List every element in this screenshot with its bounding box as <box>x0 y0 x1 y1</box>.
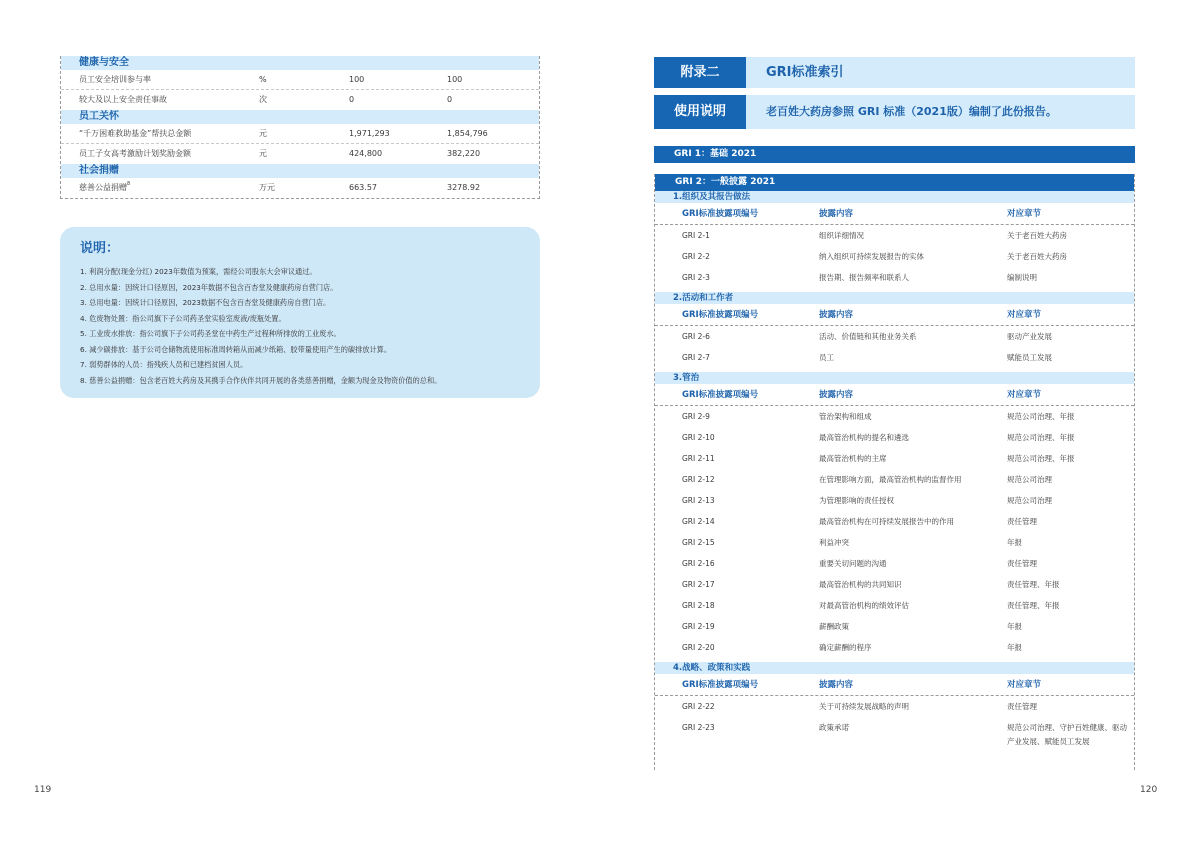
usage-text: 老百姓大药房参照 GRI 标准（2021版）编制了此份报告。 <box>766 105 1057 118</box>
note-item: 6. 减少碳排放：基于公司仓储物流使用标准周转箱从而减少纸箱、胶带量使用产生的碳排放计算。 <box>80 344 392 354</box>
table-row: GRI 2-23 政策承诺 规范公司治理、守护百姓健康、驱动产业发展、赋能员工发展 <box>682 723 1127 746</box>
table-row: GRI 2-16 重要关切问题的沟通 责任管理 <box>682 559 1037 568</box>
table-row: GRI 2-20 确定薪酬的程序 年报 <box>682 643 1022 652</box>
table-row: GRI 2-17 最高管治机构的共同知识 责任管理、年报 <box>682 580 1060 589</box>
note-item: 2. 总用水量：因统计口径原因，2023年数据不包含百杏堂及健康药房自营门店。 <box>80 282 338 292</box>
note-item: 8. 慈善公益捐赠：包含老百姓大药房及其携手合作伙伴共同开展的各类慈善捐赠，金额为现金及物资价值的总和。 <box>80 375 442 385</box>
page-number-right: 120 <box>1140 785 1158 795</box>
table-row: GRI 2-18 对最高管治机构的绩效评估 责任管理、年报 <box>682 601 1060 610</box>
note-item: 5. 工业废水排放：指公司旗下子公司药圣堂在中药生产过程种所排放的工业废水。 <box>80 329 341 338</box>
table-row: GRI 2-12 在管理影响方面，最高管治机构的监督作用 规范公司治理 <box>682 475 1052 484</box>
table-row: GRI 2-2 纳入组织可持续发展报告的实体 关于老百姓大药房 <box>682 252 1067 261</box>
appendix-tag: 附录二 <box>654 57 746 88</box>
notes-box <box>60 227 540 398</box>
table-row: GRI 2-15 利益冲突 年报 <box>682 538 1022 547</box>
esg-data-table <box>60 56 540 199</box>
column-header: GRI标准披露项编号 披露内容 对应章节 <box>655 304 1134 326</box>
footnote-mark: 8 <box>127 181 131 187</box>
section-employee-care: 员工关怀 <box>61 110 539 124</box>
gri2-bar: GRI 2：一般披露 2021 <box>655 174 1134 191</box>
group-title: 1.组织及其报告做法 <box>655 191 1134 203</box>
group-title: 2.活动和工作者 <box>655 292 1134 304</box>
group-title: 3.管治 <box>655 372 1134 384</box>
table-row: 慈善公益捐赠$^8$ 万元 663.57 3278.92 <box>79 181 481 192</box>
table-row: GRI 2-22 关于可持续发展战略的声明 责任管理 <box>682 702 1037 711</box>
note-item: 3. 总用电量：因统计口径原因，2023数据不包含百杏堂及健康药房自营门店。 <box>80 298 331 307</box>
column-header: GRI标准披露项编号 披露内容 对应章节 <box>655 384 1134 406</box>
table-row: GRI 2-19 薪酬政策 年报 <box>682 622 1022 631</box>
table-row: GRI 2-13 为管理影响的责任授权 规范公司治理 <box>682 496 1052 505</box>
table-row: GRI 2-3 报告期、报告频率和联系人 编制说明 <box>682 273 1037 282</box>
page-number-left: 119 <box>34 785 52 795</box>
appendix-title: GRI标准索引 <box>766 65 844 80</box>
column-header: GRI标准披露项编号 披露内容 对应章节 <box>655 203 1134 225</box>
table-row: GRI 2-9 管治架构和组成 规范公司治理、年报 <box>682 412 1075 421</box>
gri2-table <box>654 174 1135 770</box>
table-row: GRI 2-7 员工 赋能员工发展 <box>682 353 1052 362</box>
table-row: 员工安全培训参与率 % 100 100 <box>61 70 539 90</box>
appendix-header <box>654 57 1135 88</box>
table-row: GRI 2-6 活动、价值链和其他业务关系 驱动产业发展 <box>682 332 1052 341</box>
usage-tag: 使用说明 <box>654 95 746 129</box>
usage-header <box>654 95 1135 129</box>
note-item: 1. 利润分配(现金分红) 2023年数值为预案，需经公司股东大会审议通过。 <box>80 267 317 276</box>
section-health-safety: 健康与安全 <box>61 56 539 70</box>
section-donation: 社会捐赠 <box>61 164 539 178</box>
gri1-bar: GRI 1：基础 2021 <box>654 146 1135 163</box>
table-row: GRI 2-11 最高管治机构的主席 规范公司治理、年报 <box>682 454 1075 463</box>
note-item: 4. 危废物处置：指公司旗下子公司药圣堂实验室废液/废瓶处置。 <box>80 313 286 323</box>
table-row: GRI 2-14 最高管治机构在可持续发展报告中的作用 责任管理 <box>682 517 1037 526</box>
table-row: “千万困难救助基金”帮扶总金额 元 1,971,293 1,854,796 <box>61 124 539 144</box>
notes-title: 说明： <box>80 241 120 256</box>
group-title: 4.战略、政策和实践 <box>655 662 1134 674</box>
note-item: 7. 弱势群体的人员：指残疾人员和已建档贫困人员。 <box>80 360 248 369</box>
table-row: 较大及以上安全责任事故 次 0 0 <box>79 95 453 104</box>
table-row: 员工子女高考激励计划奖励金额 元 424,800 382,220 <box>79 149 481 158</box>
table-row: GRI 2-10 最高管治机构的提名和遴选 规范公司治理、年报 <box>682 433 1075 442</box>
column-header: GRI标准披露项编号 披露内容 对应章节 <box>655 674 1134 696</box>
row-label: 慈善公益捐赠 <box>79 183 127 192</box>
table-row: GRI 2-1 组织详细情况 关于老百姓大药房 <box>682 231 1067 240</box>
